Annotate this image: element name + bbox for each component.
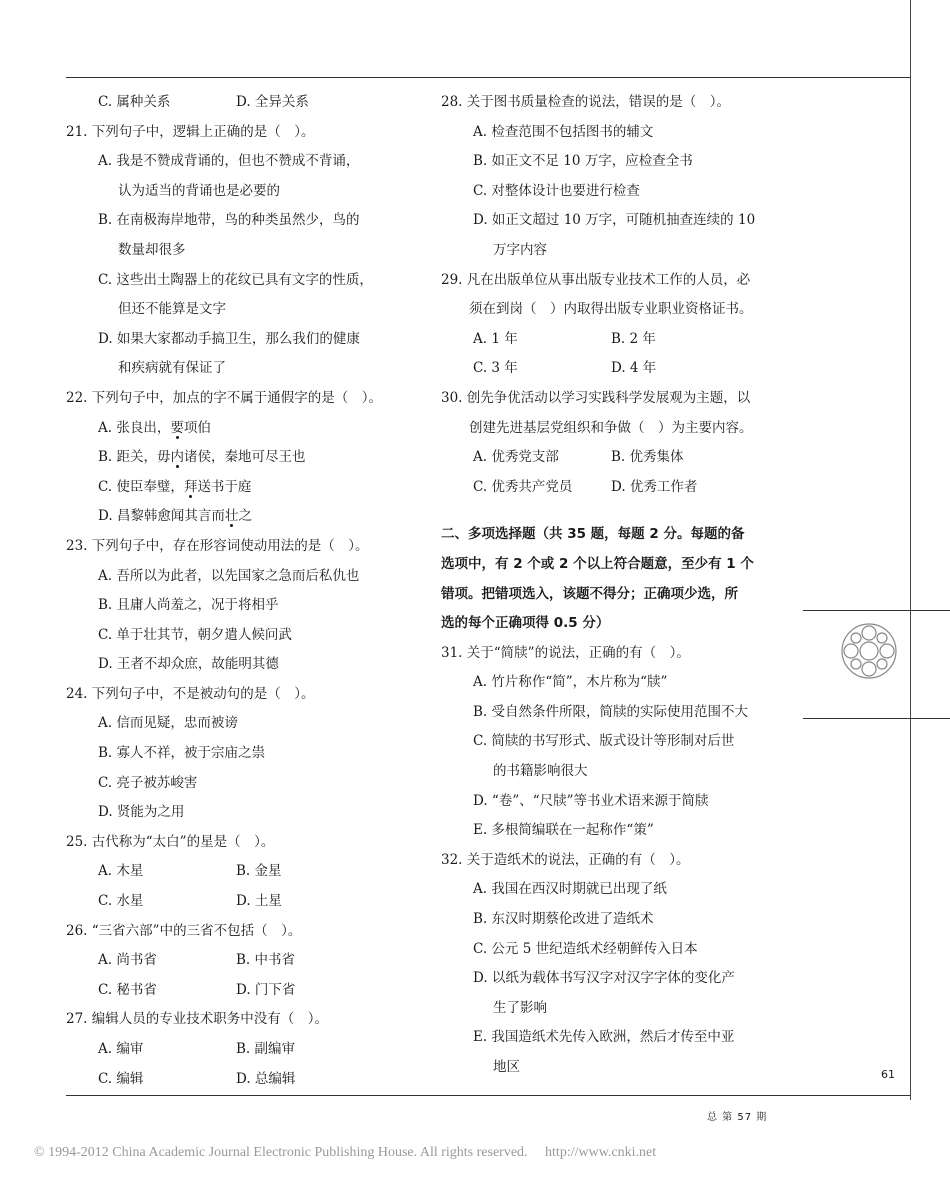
answer-option: B. 东汉时期蔡伦改进了造纸术	[473, 911, 654, 928]
left-column	[66, 88, 416, 1094]
question-stem: 23. 下列句子中，存在形容词使动用法的是（ ）。	[66, 537, 369, 554]
question-stem: 31. 关于“简牍”的说法，正确的有（ ）。	[441, 644, 690, 661]
answer-option: C. 对整体设计也要进行检查	[473, 182, 640, 199]
answer-option-pair	[441, 325, 786, 355]
answer-option-pair	[66, 1065, 416, 1095]
option-text: 诸侯，秦地可尽王也	[184, 449, 306, 466]
page-number: 61	[881, 1068, 895, 1081]
question-stem: 22. 下列句子中，加点的字不属于通假字的是（ ）。	[66, 389, 383, 406]
answer-option-pair	[441, 354, 786, 384]
option-text: B. 距关，毋	[98, 449, 171, 466]
question-stem: 25. 古代称为“太白”的星是（ ）。	[66, 833, 275, 850]
question-stem-cont: 须在到岗（ ）内取得出版专业职业资格证书。	[469, 301, 753, 318]
answer-option: C. 这些出土陶器上的花纹已具有文字的性质，	[98, 271, 373, 288]
answer-option: D. 总编辑	[236, 1070, 296, 1087]
answer-option-pair	[66, 976, 416, 1006]
answer-option-pair	[441, 443, 786, 473]
answer-option: A. 吾所以为此者，以先国家之急而后私仇也	[98, 567, 360, 584]
question-stem: 30. 创先争优活动以学习实践科学发展观为主题，以	[441, 389, 751, 406]
answer-option: C. 公元 5 世纪造纸术经朝鲜传入日本	[473, 940, 698, 957]
answer-option: D. “卷”、“尺牍”等书业术语来源于简牍	[473, 792, 709, 809]
answer-option: B. 金星	[236, 863, 282, 880]
answer-option-pair	[66, 857, 416, 887]
ornament-icon	[838, 620, 900, 682]
section-heading: 错项。把错项选入，该题不得分；正确项少选，所	[441, 585, 738, 602]
option-text: A. 张良出，	[98, 419, 171, 436]
section-heading: 二、多项选择题（共 35 题，每题 2 分。每题的备	[441, 526, 745, 543]
margin-rule	[910, 0, 911, 1100]
answer-option: A. 尚书省	[98, 952, 157, 969]
answer-option: A. 竹片称作“简”，木片称为“牍”	[473, 674, 668, 691]
answer-option-cont: 地区	[493, 1059, 520, 1075]
answer-option: A. 检查范围不包括图书的辅文	[473, 123, 654, 140]
answer-option	[66, 443, 416, 473]
answer-option: B. 寡人不祥，被于宗庙之祟	[98, 745, 266, 762]
answer-option-cont: 生了影响	[493, 999, 547, 1016]
answer-option-pair	[66, 1035, 416, 1065]
section-gap	[441, 502, 786, 520]
answer-option: B. 优秀集体	[611, 449, 684, 466]
answer-option: A. 木星	[98, 863, 144, 880]
answer-option: C. 秘书省	[98, 981, 157, 998]
margin-tick-top	[803, 610, 950, 611]
answer-option: B. 如正文不足 10 万字，应检查全书	[473, 153, 693, 170]
answer-option-pair	[66, 946, 416, 976]
issue-label: 总 第 57 期	[707, 1112, 768, 1123]
answer-option-cont: 数量却很多	[118, 241, 186, 258]
answer-option: D. 门下省	[236, 981, 296, 998]
question-stem: 32. 关于造纸术的说法，正确的有（ ）。	[441, 851, 690, 868]
answer-option: D. 贤能为之用	[98, 804, 185, 821]
section-heading: 选项中，有 2 个或 2 个以上符合题意，至少有 1 个	[441, 555, 754, 572]
answer-option	[66, 502, 416, 532]
answer-option: A. 我是不赞成背诵的，但也不赞成不背诵，	[98, 153, 360, 170]
option-text: 送书于庭	[197, 478, 252, 495]
answer-option: D. 4 年	[611, 360, 657, 377]
answer-option: D. 土星	[236, 893, 282, 910]
answer-option-cont: 的书籍影响很大	[493, 763, 588, 780]
answer-option: A. 优秀党支部	[473, 449, 559, 466]
answer-option-cont: 万字内容	[493, 241, 547, 258]
answer-option-pair	[66, 887, 416, 917]
answer-option: B. 在南极海岸地带，鸟的种类虽然少，鸟的	[98, 212, 360, 229]
question-stem: 29. 凡在出版单位从事出版专业技术工作的人员，必	[441, 271, 751, 288]
emphasis-dot-char: 壮	[224, 508, 239, 525]
answer-option: C. 属种关系	[98, 94, 171, 110]
answer-option-pair	[441, 473, 786, 503]
answer-option-cont: 但还不能算是文字	[118, 301, 226, 318]
answer-option: C. 水星	[98, 893, 144, 910]
question-stem: 28. 关于图书质量检查的说法，错误的是（ ）。	[441, 94, 731, 110]
question-stem: 27. 编辑人员的专业技术职务中没有（ ）。	[66, 1011, 329, 1028]
question-stem-cont: 创建先进基层党组织和争做（ ）为主要内容。	[469, 419, 753, 436]
answer-option: C. 优秀共产党员	[473, 478, 573, 495]
option-text: 项伯	[183, 419, 211, 436]
option-text: C. 使臣奉璧，	[98, 478, 184, 495]
answer-option: D. 如正文超过 10 万字，可随机抽查连续的 10	[473, 212, 756, 229]
answer-option-cont: 认为适当的背诵也是必要的	[118, 182, 280, 199]
answer-option: A. 1 年	[473, 330, 518, 347]
answer-option: C. 编辑	[98, 1070, 144, 1087]
copyright-notice: © 1994-2012 China Academic Journal Electronic Publishing House. All rights reserved. http://www.cnki.net	[34, 1145, 657, 1160]
answer-option: D. 如果大家都动手搞卫生，那么我们的健康	[98, 330, 360, 347]
answer-option-pair	[66, 88, 416, 118]
answer-option: E. 多根简编联在一起称作“策”	[473, 822, 654, 839]
answer-option: D. 王者不却众庶，故能明其德	[98, 656, 279, 673]
emphasis-dot-char: 拜	[183, 478, 198, 495]
answer-option: B. 2 年	[611, 330, 656, 347]
section-heading: 选的每个正确项得 0.5 分）	[441, 615, 610, 632]
question-stem: 26. “三省六部”中的三省不包括（ ）。	[66, 922, 302, 939]
answer-option: B. 中书省	[236, 952, 296, 969]
answer-option: C. 3 年	[473, 360, 518, 377]
answer-option: A. 信而见疑，忠而被谤	[98, 715, 238, 732]
emphasis-dot-char: 内	[170, 449, 185, 466]
top-rule	[66, 77, 911, 78]
right-column	[441, 88, 786, 1083]
answer-option: B. 副编审	[236, 1041, 296, 1057]
bottom-rule	[66, 1095, 911, 1096]
answer-option: A. 我国在西汉时期就已出现了纸	[473, 881, 667, 898]
answer-option: D. 以纸为载体书写汉字对汉字字体的变化产	[473, 970, 735, 987]
question-stem: 24. 下列句子中，不是被动句的是（ ）。	[66, 685, 315, 702]
question-stem: 21. 下列句子中，逻辑上正确的是（ ）。	[66, 123, 315, 140]
emphasis-dot-char: 要	[170, 419, 184, 436]
answer-option: B. 且庸人尚羞之，况于将相乎	[98, 597, 279, 614]
answer-option: A. 编审	[98, 1041, 144, 1057]
option-text: 之	[238, 508, 252, 525]
answer-option: C. 单于壮其节，朝夕遣人候问武	[98, 626, 292, 643]
answer-option: D. 优秀工作者	[611, 478, 698, 495]
answer-option: E. 我国造纸术先传入欧洲，然后才传至中亚	[473, 1029, 735, 1046]
answer-option: C. 亮子被苏峻害	[98, 774, 198, 791]
answer-option: D. 全异关系	[236, 94, 309, 110]
answer-option	[66, 414, 416, 444]
answer-option-cont: 和疾病就有保证了	[118, 360, 226, 377]
answer-option	[66, 473, 416, 503]
answer-option: C. 简牍的书写形式、版式设计等形制对后世	[473, 733, 735, 750]
margin-tick-bottom	[803, 718, 950, 719]
option-text: D. 昌黎韩愈闻其言而	[98, 508, 225, 525]
answer-option: B. 受自然条件所限，简牍的实际使用范围不大	[473, 703, 749, 720]
